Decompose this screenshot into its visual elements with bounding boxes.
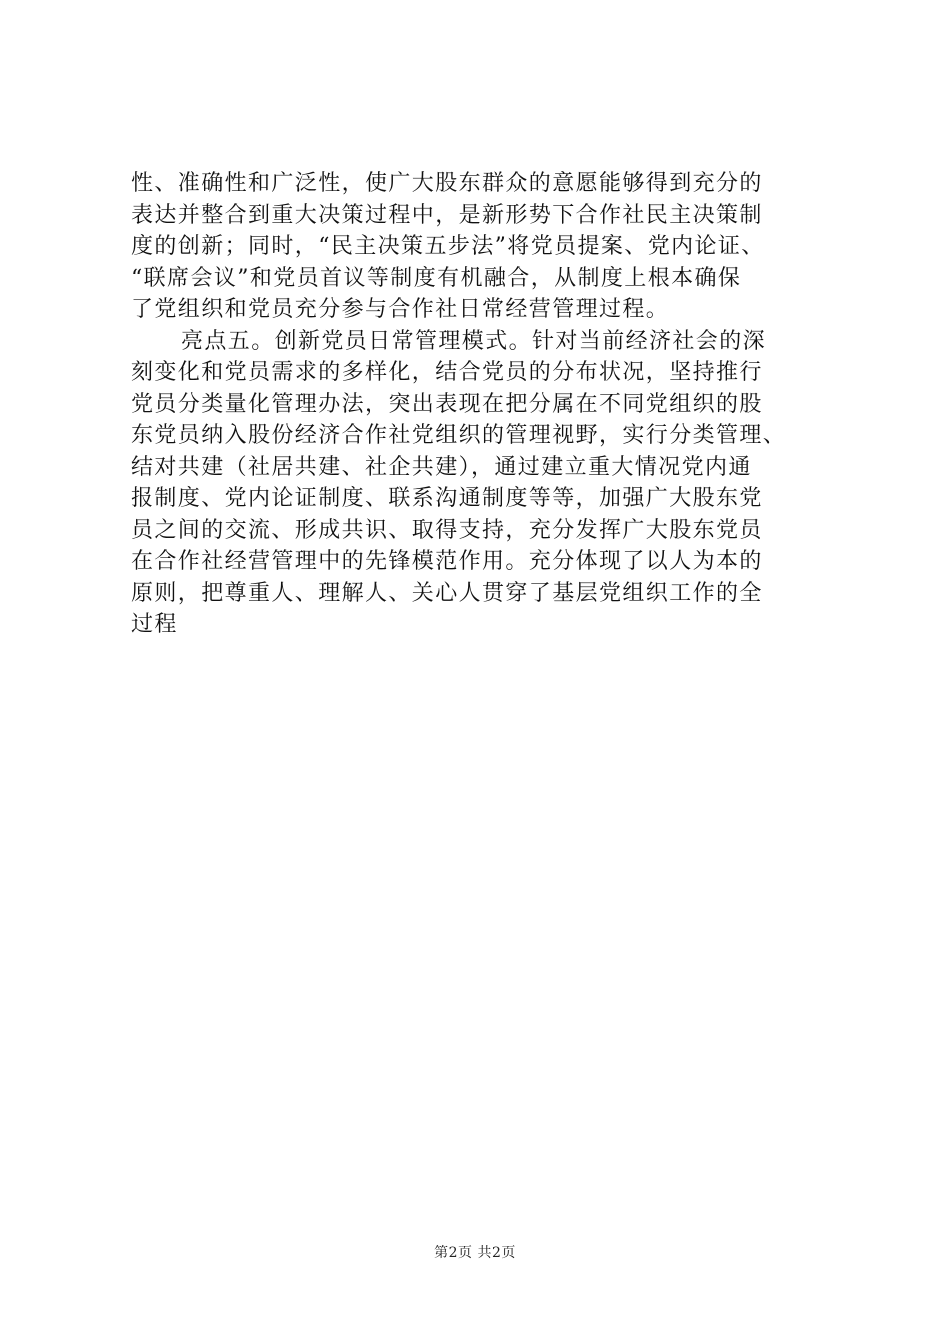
text-line: 党员分类量化管理办法，突出表现在把分属在不同党组织的股 bbox=[131, 391, 763, 417]
text-line: 过程 bbox=[131, 612, 178, 637]
text-line: 表达并整合到重大决策过程中，是新形势下合作社民主决策制 bbox=[131, 202, 763, 228]
text-line: 在合作社经营管理中的先锋模范作用。充分体现了以人为本的 bbox=[131, 549, 763, 574]
text-line: 结对共建（社居共建、社企共建），通过建立重大情况党内通 bbox=[131, 454, 752, 480]
text-line: 东党员纳入股份经济合作社党组织的管理视野，实行分类管理、 bbox=[131, 423, 787, 448]
text-line: 性、准确性和广泛性，使广大股东群众的意愿能够得到充分的 bbox=[131, 171, 763, 196]
text-line: 报制度、党内论证制度、联系沟通制度等等，加强广大股东党 bbox=[131, 486, 763, 511]
document-body bbox=[131, 168, 831, 641]
page-number: 第2页 共2页 bbox=[434, 1245, 516, 1261]
text-line: 了党组织和党员充分参与合作社日常经营管理过程。 bbox=[131, 297, 670, 322]
text-line: 刻变化和党员需求的多样化，结合党员的分布状况，坚持推行 bbox=[131, 360, 763, 385]
text-line: 度的创新；同时，“民主决策五步法”将党员提案、党内论证、 bbox=[131, 234, 765, 259]
paragraph-start-line: 亮点五。创新党员日常管理模式。针对当前经济社会的深 bbox=[181, 328, 767, 354]
text-line: “联席会议”和党员首议等制度有机融合，从制度上根本确保 bbox=[131, 265, 742, 291]
text-line: 原则，把尊重人、理解人、关心人贯穿了基层党组织工作的全 bbox=[131, 580, 763, 606]
text-line: 员之间的交流、形成共识、取得支持，充分发挥广大股东党员 bbox=[131, 517, 763, 543]
page-footer bbox=[0, 1244, 950, 1262]
